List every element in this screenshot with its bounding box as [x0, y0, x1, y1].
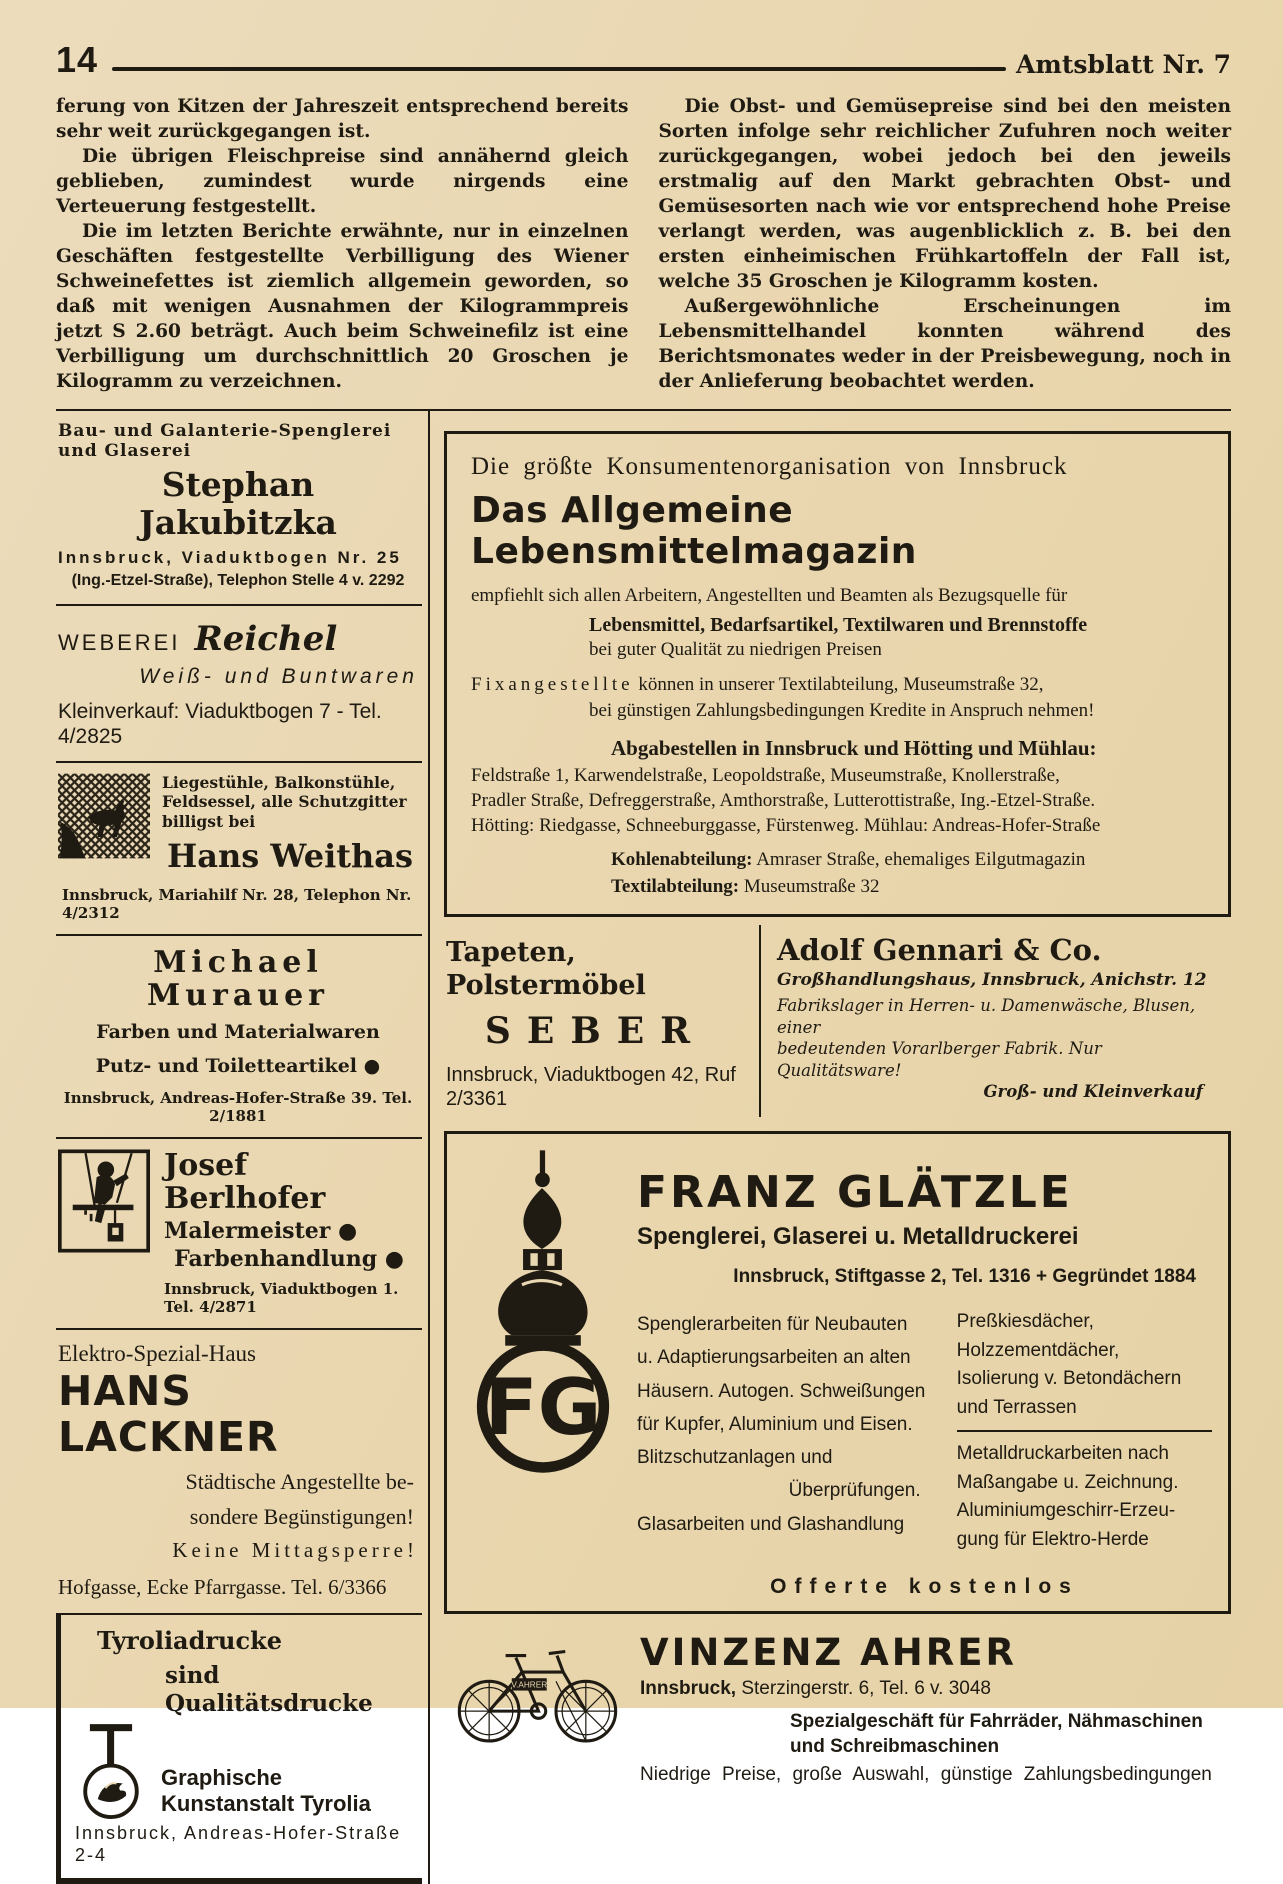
magazin-title: Das Allgemeine Lebensmittelmagazin: [471, 490, 917, 573]
ahrer-address-city: Innsbruck,: [640, 1678, 737, 1700]
weithas-address: Innsbruck, Mariahilf Nr. 28, Telephon Nr. 4/2312: [62, 886, 412, 923]
seber-header: Tapeten, Polstermöbel: [446, 937, 646, 1001]
deer-lattice-image: [58, 773, 150, 859]
magazin-fix-word: Fixangestellte: [471, 674, 634, 696]
ahrer-specialty-line: Spezialgeschäft für Fahrräder, Nähmaschinen und Schreibmaschinen: [790, 1710, 1203, 1757]
murauer-line2: Putz- und Toiletteartikel ●: [95, 1055, 381, 1078]
reichel-address: Kleinverkauf: Viaduktbogen 7 - Tel. 4/2825: [58, 699, 382, 748]
magazin-branches-header: Abgabestellen in Innsbruck und Hötting und Mühlau:: [611, 736, 1097, 761]
ad-berlhofer: [56, 1139, 422, 1330]
ad-ahrer: [444, 1628, 1231, 1788]
berlhofer-line1: Malermeister ●: [164, 1217, 358, 1244]
magazin-branches-line3: Hötting: Riedgasse, Schneeburggasse, Fürstenweg. Mühlau: Andreas-Hofer-Straße: [471, 814, 1101, 836]
magazin-branches-line1: Feldstraße 1, Karwendelstraße, Leopoldstraße, Museumstraße, Knollerstraße,: [471, 764, 1060, 786]
ad-reichel: [56, 606, 422, 764]
ads-section: [56, 411, 1231, 1884]
glaetzle-tower-logo: [459, 1148, 627, 1599]
glaetzle-monogram: FG: [484, 1363, 602, 1454]
service-divider-rule: [957, 1430, 1212, 1432]
article-paragraph: ferung von Kitzen der Jahreszeit entsprechend bereits sehr weit zurückgegangen ist.: [56, 96, 629, 142]
service-line: Holzzementdächer,: [956, 1339, 1120, 1361]
magazin-header: Die größte Konsumentenorganisation von Innsbruck: [471, 453, 1068, 480]
ad-glaetzle: [444, 1131, 1231, 1614]
lackner-tagline: Elektro-Spezial-Haus: [58, 1340, 256, 1366]
lackner-address: Hofgasse, Ecke Pfarrgasse. Tel. 6/3366: [58, 1574, 387, 1599]
ahrer-body: [640, 1628, 1231, 1788]
magazin-coal-label: Kohlenabteilung:: [611, 848, 753, 870]
glaetzle-name: FRANZ GLÄTZLE: [637, 1167, 1073, 1219]
service-line: Preßkiesdächer,: [956, 1311, 1094, 1333]
ahrer-address-rest: Sterzingerstr. 6, Tel. 6 v. 3048: [741, 1678, 991, 1700]
ad-tyrolia: [56, 1613, 422, 1884]
tyrolia-address: Innsbruck, Andreas-Hofer-Straße 2-4: [75, 1823, 402, 1865]
lackner-benefit-line1: Städtische Angestellte be-: [185, 1468, 414, 1494]
seber-gennari-row: [444, 925, 1231, 1117]
magazin-quality-line: bei guter Qualität zu niedrigen Preisen: [589, 639, 882, 661]
service-line: Überprüfungen.: [788, 1480, 921, 1502]
murauer-line1: Farben und Materialwaren: [96, 1021, 380, 1044]
reichel-name: Reichel: [194, 618, 338, 659]
article-paragraph: Die im letzten Berichte erwähnte, nur in einzelnen Geschäften festgestellte Verbilligung des Wiener Schweinefettes ist ziemlich allgemein geworden, so daß mit wenigen Ausnahmen der Kilogrammpreis jetzt S 2.60 beträgt. Auch beim Schweinefilz ist eine Verbilligung um durchschnittlich 20 Groschen je Kilogramm zu verzeichnen.: [56, 221, 629, 392]
ahrer-address: [640, 1677, 1231, 1702]
tyrolia-name: Graphische Kunstanstalt Tyrolia: [161, 1764, 371, 1817]
jakubitzka-address: Innsbruck, Viaduktbogen Nr. 25: [58, 547, 402, 567]
page-header: [56, 39, 1231, 80]
magazin-coal-rest: Amraser Straße, ehemaliges Eilgutmagazin: [756, 848, 1086, 870]
magazin-textile-line: [471, 874, 1206, 901]
tyrolia-eagle-logo: [75, 1721, 147, 1821]
magazin-intro: empfiehlt sich allen Arbeitern, Angestellten und Beamten als Bezugsquelle für: [471, 584, 1068, 606]
berlhofer-name: Josef Berlhofer: [164, 1147, 326, 1216]
article-column-left: [56, 94, 629, 394]
glaetzle-services-right: [957, 1308, 1212, 1554]
murauer-address: Innsbruck, Andreas-Hofer-Straße 39. Tel. 2/1881: [63, 1088, 413, 1125]
service-line: Metalldruckarbeiten nach: [956, 1443, 1169, 1465]
lackner-name: HANS LACKNER: [58, 1367, 279, 1461]
service-line: und Terrassen: [956, 1396, 1077, 1418]
gennari-line1: Großhandlungshaus, Innsbruck, Anichstr. 12: [777, 970, 1207, 990]
gennari-line3: bedeutenden Vorarlberger Fabrik. Nur Qualitätsware!: [777, 1039, 1102, 1080]
magazin-textile-label: Textilabteilung:: [611, 875, 740, 897]
seber-address: Innsbruck, Viaduktbogen 42, Ruf 2/3361: [446, 1064, 736, 1111]
service-line: Isolierung v. Betondächern: [956, 1368, 1182, 1390]
ad-weithas: [56, 763, 422, 936]
magazin-textile-rest: Museumstraße 32: [743, 875, 880, 897]
reichel-title-row: [58, 618, 418, 659]
masthead-title: Amtsblatt Nr. 7: [1016, 50, 1231, 79]
ads-column-left: [56, 411, 422, 1884]
magazin-branches-line2: Pradler Straße, Defreggerstraße, Amthorstraße, Lutterottistraße, Ing.-Etzel-Straße.: [471, 789, 1096, 811]
jakubitzka-tagline: Bau- und Galanterie-Spenglerei und Glaserei: [58, 421, 392, 462]
bicycle-frame-label: V.AHRER: [511, 1680, 548, 1690]
lackner-benefit-line2: sondere Begünstigungen!: [189, 1504, 414, 1530]
gennari-line4: Groß- und Kleinverkauf: [983, 1082, 1203, 1101]
berlhofer-address: Innsbruck, Viaduktbogen 1. Tel. 4/2871: [164, 1279, 399, 1316]
gennari-line2: Fabrikslager in Herren- u. Damenwäsche, Blusen, einer: [777, 996, 1196, 1037]
ad-murauer: [56, 936, 422, 1138]
seber-name: SEBER: [484, 1009, 707, 1052]
ad-lackner: [56, 1330, 422, 1613]
magazin-fix-line2: bei günstigen Zahlungsbedingungen Kredite in Anspruch nehmen!: [589, 699, 1095, 721]
ahrer-prices-line: Niedrige Preise, große Auswahl, günstige Zahlungsbedingungen: [640, 1764, 1212, 1786]
glaetzle-address: Innsbruck, Stiftgasse 2, Tel. 1316 + Gegründet 1884: [733, 1266, 1196, 1288]
service-line: Häusern. Autogen. Schweißungen: [637, 1380, 926, 1402]
ahrer-name: VINZENZ AHRER: [640, 1631, 1018, 1675]
weithas-offer: Liegestühle, Balkonstühle, Feldsessel, alle Schutzgitter billigst bei: [162, 773, 407, 831]
service-line: Glasarbeiten und Glashandlung: [637, 1513, 905, 1535]
magazin-coal-line: [471, 847, 1206, 874]
weithas-text: [62, 773, 418, 923]
article-paragraph: Die Obst- und Gemüsepreise sind bei den meisten Sorten infolge sehr reichlicher Zufuhren noch weiter zurückgegangen, wobei jedoch bei den jeweils erstmalig auf den Markt gebrachten Obst- und Gemüsesorten nach wie vor entsprechend hohe Preise verlangt werden, was augenblicklich z. B. bei den ersten einheimischen Frühkartoffeln der Fall ist, welche 35 Groschen je Kilogramm kosten.: [658, 96, 1231, 292]
service-line: Maßangabe u. Zeichnung.: [956, 1471, 1179, 1493]
service-line: Aluminiumgeschirr-Erzeu-: [956, 1500, 1176, 1522]
ad-lebensmittelmagazin: [444, 431, 1231, 917]
magazin-fix-line1: [471, 672, 1206, 698]
magazin-fix-rest: können in unserer Textilabteilung, Museumstraße 32,: [638, 674, 1044, 696]
jakubitzka-name: Stephan Jakubitzka: [139, 464, 337, 542]
service-line: Spenglerarbeiten für Neubauten: [637, 1314, 908, 1336]
berlhofer-line2: Farbenhandlung ●: [174, 1246, 404, 1273]
reichel-label: WEBEREI: [58, 629, 181, 655]
article-paragraph: Die übrigen Fleischpreise sind annähernd gleich geblieben, zumindest wurde nirgends eine Verteuerung festgestellt.: [56, 146, 629, 217]
jakubitzka-phone: (Ing.-Etzel-Straße), Telephon Stelle 4 v. 2292: [71, 571, 405, 589]
glaetzle-services-left: [637, 1308, 931, 1554]
tyrolia-line1: Tyroliadrucke: [97, 1626, 282, 1656]
ad-seber: [444, 925, 759, 1117]
service-line: gung für Elektro-Herde: [956, 1528, 1149, 1550]
glaetzle-subtitle: Spenglerei, Glaserei u. Metalldruckerei: [637, 1222, 1079, 1250]
gennari-name: Adolf Gennari & Co.: [777, 933, 1102, 968]
weithas-name: Hans Weithas: [166, 837, 414, 876]
tyrolia-line2: sind Qualitätsdrucke: [165, 1662, 373, 1717]
lackner-no-lunch-break: Keine Mittagsperre!: [172, 1537, 418, 1562]
bicycle-image: [448, 1628, 628, 1748]
service-line: Blitzschutzanlagen und: [637, 1447, 833, 1469]
service-line: für Kupfer, Aluminium und Eisen.: [637, 1413, 913, 1435]
glaetzle-body: [637, 1148, 1212, 1599]
article-column-right: [659, 94, 1232, 394]
page-number: 14: [56, 39, 99, 80]
reichel-wares: Weiß- und Buntwaren: [139, 664, 418, 688]
magazin-goods-line: Lebensmittel, Bedarfsartikel, Textilwaren und Brennstoffe: [589, 614, 1088, 637]
service-line: u. Adaptierungsarbeiten an alten: [637, 1347, 911, 1369]
murauer-name: Michael Murauer: [147, 945, 329, 1014]
berlhofer-text: [164, 1149, 418, 1316]
header-rule: [112, 67, 1006, 71]
ad-gennari: [759, 925, 1231, 1117]
painter-emblem-image: [58, 1149, 150, 1253]
article-paragraph: Außergewöhnliche Erscheinungen im Lebensmittelhandel konnten während des Berichtsmonates weder in der Preisbewegung, noch in der Anlieferung beobachtet werden.: [658, 296, 1231, 392]
ads-column-right: [430, 411, 1231, 1884]
ad-jakubitzka: [56, 411, 422, 606]
article-body: [56, 94, 1231, 394]
glaetzle-footer: Offerte kostenlos: [770, 1575, 1079, 1599]
